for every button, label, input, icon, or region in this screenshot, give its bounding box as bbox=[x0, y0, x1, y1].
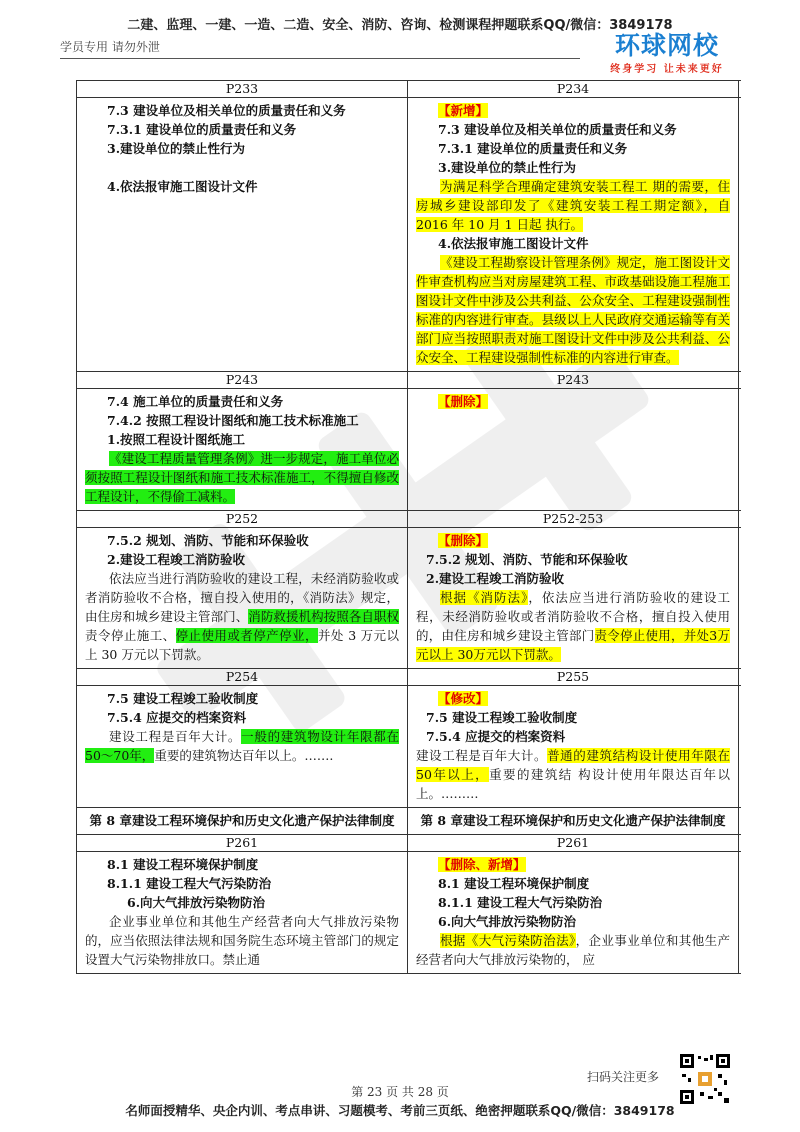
section-heading: 7.5.2 规划、消防、节能和环保验收 bbox=[107, 533, 309, 548]
page-ref-row bbox=[77, 669, 741, 686]
right-page-ref: P234 bbox=[408, 81, 739, 97]
body-paragraph: 企业事业单位和其他生产经营者向大气排放污染物的，应当依照法律法规和国务院生态环境主管部门的规定设置大气污染物排放口。禁止通 bbox=[85, 914, 399, 967]
section-heading: 8.1.1 建设工程大气污染防治 bbox=[438, 895, 603, 910]
section-heading: 6.向大气排放污染物防治 bbox=[127, 895, 266, 910]
section-heading: 7.5.2 规划、消防、节能和环保验收 bbox=[426, 552, 628, 567]
new-content-cell bbox=[408, 389, 739, 510]
section-heading: 2.建设工程竣工消防验收 bbox=[426, 571, 565, 586]
old-content-cell bbox=[77, 389, 408, 510]
body-paragraph: 《建设工程质量管理条例》进一步规定，施工单位必须按照工程设计图纸和施工技术标准施工，不得擅自修改工程设计，不得偷工减料。 bbox=[85, 451, 399, 504]
section-heading: 8.1 建设工程环境保护制度 bbox=[107, 857, 259, 872]
new-content-cell bbox=[408, 98, 739, 371]
section-heading: 8.1 建设工程环境保护制度 bbox=[438, 876, 590, 891]
section-heading: 1.按照工程设计图纸施工 bbox=[107, 432, 246, 447]
section-heading: 7.3.1 建设单位的质量责任和义务 bbox=[438, 141, 628, 156]
left-page-ref: P233 bbox=[77, 81, 408, 97]
logo-tagline: 终身学习 让未来更好 bbox=[610, 64, 724, 75]
change-tag: 【删除】 bbox=[438, 533, 489, 548]
body-paragraph: 《建设工程勘察设计管理条例》规定，施工图设计文件审查机构应当对房屋建筑工程、市政基础设施工程施工图设计文件中涉及公共利益、公众安全、工程建设强制性标准的内容进行审查。县级以上人民政府交通运输等有关部门应当按照职责对施工图设计文件中涉及公共利益、公众安全、工程建设强制性标准的内容进行审查。 bbox=[416, 255, 730, 365]
change-tag: 【删除】 bbox=[438, 394, 489, 409]
header-rule bbox=[60, 58, 580, 59]
content-row bbox=[77, 389, 741, 511]
section-heading: 7.5.4 应提交的档案资料 bbox=[426, 729, 566, 744]
section-heading: 4.依法报审施工图设计文件 bbox=[107, 179, 258, 194]
new-content-cell bbox=[408, 528, 739, 668]
old-content-cell bbox=[77, 686, 408, 807]
section-heading: 7.3 建设单位及相关单位的质量责任和义务 bbox=[438, 122, 677, 137]
section-heading: 3.建设单位的禁止性行为 bbox=[438, 160, 577, 175]
section-heading: 7.3 建设单位及相关单位的质量责任和义务 bbox=[107, 103, 346, 118]
chapter-title: 第 8 章建设工程环境保护和历史文化遗产保护法律制度 bbox=[77, 808, 408, 834]
body-paragraph: 为满足科学合理确定建筑安装工程工 期的需要，住房城乡建设部印发了《建筑安装工程工期定额》，自 2016 年 10 月 1 日起 执行。 bbox=[416, 179, 730, 232]
comparison-table bbox=[76, 80, 741, 974]
section-heading: 7.5.4 应提交的档案资料 bbox=[107, 710, 247, 725]
section-heading: 3.建设单位的禁止性行为 bbox=[107, 141, 246, 156]
new-content-cell bbox=[408, 852, 739, 973]
page-ref-row bbox=[77, 372, 741, 389]
body-paragraph: 依法应当进行消防验收的建设工程，未经消防验收或者消防验收不合格，擅自投入使用的，《消防法》规定，由住房和城乡建设主管部门、消防救援机构按照各自职权责令停止施工、停止使用或者停产停业，并处 3 万元以上 30 万元以下罚款。 bbox=[85, 571, 399, 662]
left-page-ref: P252 bbox=[77, 511, 408, 527]
content-row bbox=[77, 852, 741, 974]
body-paragraph: 建设工程是百年大计。普通的建筑结构设计使用年限在50年以上，重要的建筑结 构设计使用年限达百年以上。……… bbox=[416, 748, 730, 801]
old-content-cell bbox=[77, 528, 408, 668]
right-page-ref: P243 bbox=[408, 372, 739, 388]
change-tag: 【删除、新增】 bbox=[438, 857, 526, 872]
footer-contact-line: 名师面授精华、央企内训、考点串讲、习题模考、考前三页纸、绝密押题联系QQ/微信：3849178 bbox=[125, 1103, 675, 1118]
header-notice: 学员专用 请勿外泄 bbox=[60, 40, 160, 54]
left-page-ref: P243 bbox=[77, 372, 408, 388]
right-page-ref: P255 bbox=[408, 669, 739, 685]
section-heading: 2.建设工程竣工消防验收 bbox=[107, 552, 246, 567]
left-page-ref: P261 bbox=[77, 835, 408, 851]
chapter-row bbox=[77, 808, 741, 835]
section-heading: 6.向大气排放污染物防治 bbox=[438, 914, 577, 929]
new-content-cell bbox=[408, 686, 739, 807]
change-tag: 【修改】 bbox=[438, 691, 489, 706]
old-content-cell bbox=[77, 852, 408, 973]
left-page-ref: P254 bbox=[77, 669, 408, 685]
chapter-title: 第 8 章建设工程环境保护和历史文化遗产保护法律制度 bbox=[408, 808, 739, 834]
right-page-ref: P252-253 bbox=[408, 511, 739, 527]
section-heading: 7.4.2 按照工程设计图纸和施工技术标准施工 bbox=[107, 413, 359, 428]
content-row bbox=[77, 528, 741, 669]
content-row bbox=[77, 686, 741, 808]
change-tag: 【新增】 bbox=[438, 103, 489, 118]
section-heading: 4.依法报审施工图设计文件 bbox=[438, 236, 589, 251]
page-ref-row bbox=[77, 511, 741, 528]
section-heading: 7.4 施工单位的质量责任和义务 bbox=[107, 394, 284, 409]
body-paragraph: 建设工程是百年大计。一般的建筑物设计年限都在50～70年，重要的建筑物达百年以上。……. bbox=[85, 729, 399, 763]
section-heading: 7.3.1 建设单位的质量责任和义务 bbox=[107, 122, 297, 137]
right-page-ref: P261 bbox=[408, 835, 739, 851]
section-heading: 7.5 建设工程竣工验收制度 bbox=[426, 710, 578, 725]
section-heading: 7.5 建设工程竣工验收制度 bbox=[107, 691, 259, 706]
header-contact-line: 二建、监理、一建、一造、二造、安全、消防、咨询、检测课程押题联系QQ/微信：3849178 bbox=[127, 18, 673, 33]
logo bbox=[592, 32, 742, 75]
section-heading: 8.1.1 建设工程大气污染防治 bbox=[107, 876, 272, 891]
page-number: 第 23 页 共 28 页 bbox=[351, 1085, 449, 1099]
page-ref-row bbox=[77, 81, 741, 98]
page-ref-row bbox=[77, 835, 741, 852]
body-paragraph: 根据《大气污染防治法》，企业事业单位和其他生产经营者向大气排放污染物的， 应 bbox=[416, 933, 730, 967]
old-content-cell bbox=[77, 98, 408, 371]
logo-text: 环球网校 bbox=[614, 31, 719, 60]
content-row bbox=[77, 98, 741, 372]
qr-label: 扫码关注更多 bbox=[587, 1070, 660, 1084]
body-paragraph: 根据《消防法》，依法应当进行消防验收的建设工程，未经消防验收或者消防验收不合格，擅自投入使用的，由住房和城乡建设主管部门责令停止使用，并处3万元以上 30万元以下罚款。 bbox=[416, 590, 730, 662]
